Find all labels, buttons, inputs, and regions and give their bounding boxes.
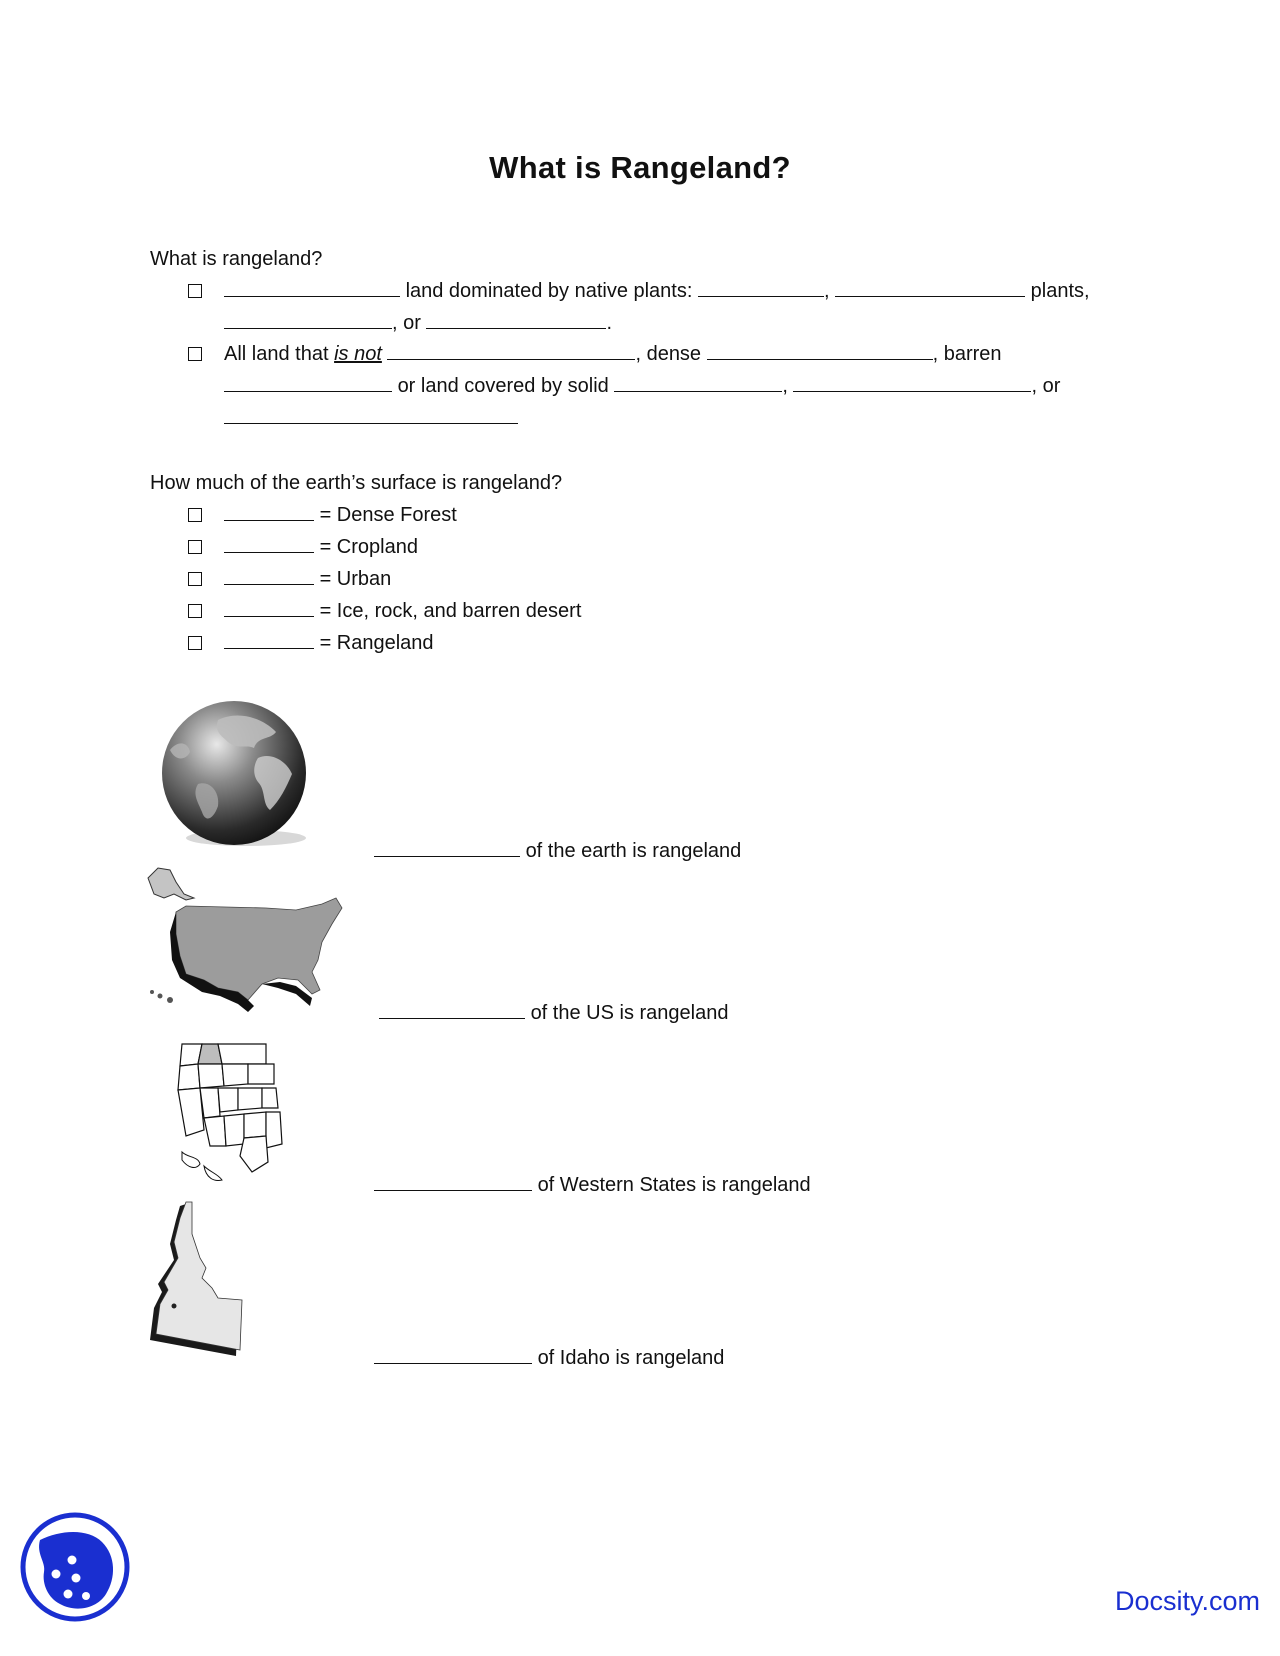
checkbox-dense-forest[interactable] (188, 508, 202, 522)
blank[interactable] (374, 1347, 532, 1364)
western-caption: of Western States is rangeland (374, 1174, 811, 1197)
blank[interactable] (374, 1174, 532, 1191)
question-1: What is rangeland? (150, 248, 323, 270)
item2-line3 (224, 407, 518, 430)
blank[interactable] (224, 600, 314, 617)
blank[interactable] (426, 312, 606, 329)
item1-line1: land dominated by native plants: , plants, (224, 280, 1090, 303)
blank[interactable] (224, 375, 392, 392)
docsity-logo-icon[interactable] (20, 1512, 130, 1622)
blank[interactable] (835, 280, 1025, 297)
item2-line1: All land that is not , dense , barren (224, 343, 1002, 365)
idaho-caption: of Idaho is rangeland (374, 1347, 724, 1370)
idaho-map-icon (146, 1200, 252, 1362)
blank[interactable] (387, 343, 635, 360)
list-item: = Urban (224, 568, 391, 591)
list-item: = Cropland (224, 536, 418, 559)
question-2: How much of the earth’s surface is rangeland? (150, 472, 563, 494)
blank[interactable] (793, 375, 1031, 392)
checkbox-2[interactable] (188, 347, 202, 361)
blank[interactable] (224, 280, 400, 297)
docsity-brand-link[interactable]: Docsity.com (1114, 1586, 1260, 1616)
blank[interactable] (374, 840, 520, 857)
checkbox-1[interactable] (188, 284, 202, 298)
blank[interactable] (707, 343, 933, 360)
western-states-map-icon (174, 1040, 294, 1186)
checkbox-ice-rock[interactable] (188, 604, 202, 618)
blank[interactable] (224, 536, 314, 553)
blank[interactable] (224, 504, 314, 521)
blank[interactable] (224, 568, 314, 585)
globe-icon (158, 700, 318, 850)
earth-caption: of the earth is rangeland (374, 840, 741, 863)
list-item: = Dense Forest (224, 504, 457, 527)
page-title: What is Rangeland? (489, 150, 791, 185)
item2-line2: or land covered by solid , , or (224, 375, 1060, 398)
item1-line2: , or . (224, 312, 612, 335)
checkbox-cropland[interactable] (188, 540, 202, 554)
blank[interactable] (224, 632, 314, 649)
list-item: = Rangeland (224, 632, 434, 655)
blank[interactable] (224, 312, 392, 329)
us-map-icon (146, 864, 348, 1022)
blank[interactable] (698, 280, 824, 297)
list-item: = Ice, rock, and barren desert (224, 600, 581, 623)
checkbox-urban[interactable] (188, 572, 202, 586)
us-caption: of the US is rangeland (379, 1002, 728, 1025)
checkbox-rangeland[interactable] (188, 636, 202, 650)
blank[interactable] (224, 407, 518, 424)
blank[interactable] (379, 1002, 525, 1019)
blank[interactable] (614, 375, 782, 392)
